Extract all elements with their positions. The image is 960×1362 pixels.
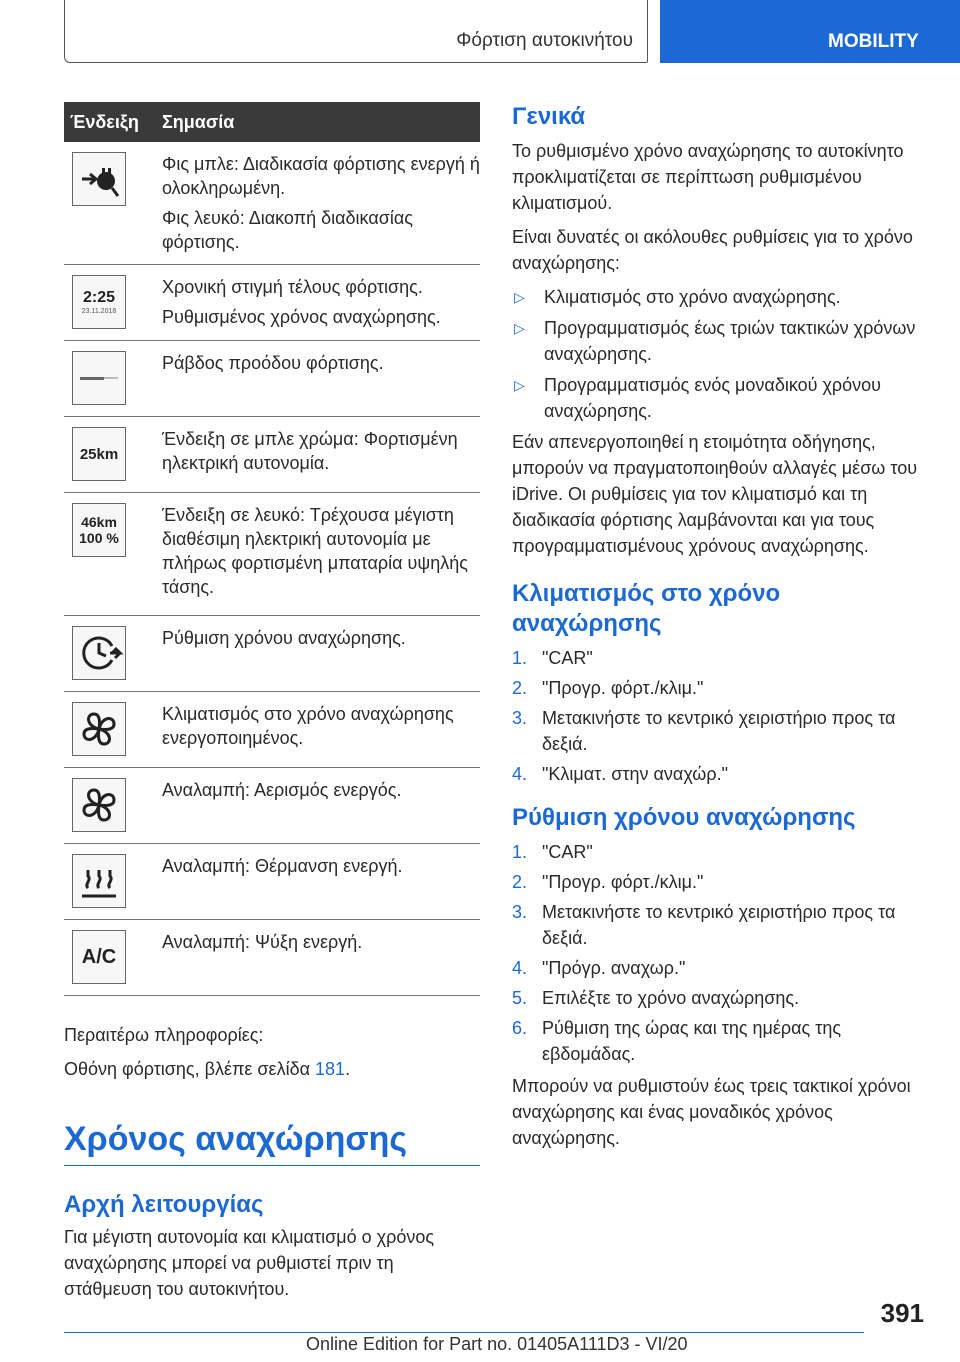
row-text: Φις λευκό: Διακοπή διαδικασίας φόρτισης. — [162, 208, 413, 252]
table-row — [64, 493, 480, 616]
triangle-bullet-icon: ▷ — [514, 320, 525, 336]
footer-rule — [64, 1332, 864, 1333]
departure-timer-icon — [72, 626, 126, 680]
general-bullets — [512, 284, 928, 424]
mobility-tab-label: MOBILITY — [828, 31, 919, 52]
list-item: ▷ Κλιματισμός στο χρόνο αναχώρησης. — [512, 284, 928, 310]
header-section-box — [64, 0, 648, 63]
table-row — [64, 265, 480, 341]
table-row — [64, 341, 480, 417]
row-text: Χρονική στιγμή τέλους φόρτισης. — [162, 277, 423, 297]
charging-plug-icon — [72, 152, 126, 206]
table-row — [64, 616, 480, 692]
row-text: Ρυθμισμένος χρόνος αναχώρησης. — [162, 307, 441, 327]
departure-time-heading: Χρόνος αναχώρησης — [64, 1120, 408, 1158]
range-icon: 25km — [72, 427, 126, 481]
principle-text: Για μέγιστη αυτονομία και κλιματισμό ο χρόνος αναχώρησης μπορεί να ρυθμιστεί πριν τη στάθμευση του αυτοκινήτου. — [64, 1227, 435, 1299]
section-title: Φόρτιση αυτοκινήτου — [456, 30, 633, 51]
row-text: Κλιματισμός στο χρόνο αναχώρησης ενεργοποιημένος. — [162, 704, 454, 748]
setting-heading: Ρύθμιση χρόνου αναχώρησης — [512, 804, 856, 831]
more-info-label: Περαιτέρω πληροφορίες: — [64, 1025, 264, 1045]
list-item: 2. "Προγρ. φόρτ./κλιμ." — [512, 678, 704, 698]
general-p2: Είναι δυνατές οι ακόλουθες ρυθμίσεις για το χρόνο αναχώρησης: — [512, 227, 913, 273]
page-link[interactable]: 181 — [315, 1059, 346, 1079]
setting-p: Μπορούν να ρυθμιστούν έως τρεις τακτικοί χρόνοι αναχώρησης και ένας μοναδικός χρόνος αναχώρησης. — [512, 1076, 911, 1148]
list-item: 1. "CAR" — [512, 842, 593, 862]
climate-steps — [512, 645, 928, 787]
list-item: 2. "Προγρ. φόρτ./κλιμ." — [512, 872, 704, 892]
table-header — [64, 102, 480, 142]
general-heading: Γενικά — [512, 103, 586, 130]
list-item: 4. "Πρόγρ. αναχωρ." — [512, 958, 686, 978]
list-item: ▷ Προγραμματισμός έως τριών τακτικών χρόνων αναχώρησης. — [512, 315, 928, 367]
list-item: ▷ Προγραμματισμός ενός μοναδικού χρόνου αναχώρησης. — [512, 372, 928, 424]
fan-icon — [72, 702, 126, 756]
table-row — [64, 417, 480, 493]
list-item: 5. Επιλέξτε το χρόνο αναχώρησης. — [512, 988, 800, 1008]
row-text: Αναλαμπή: Αερισμός ενεργός. — [162, 780, 402, 800]
row-text: Ράβδος προόδου φόρτισης. — [162, 353, 384, 373]
ac-icon: A/C — [72, 930, 126, 984]
left-column — [64, 102, 480, 1302]
clock-display-icon: 2:25 23.11.2018 — [72, 275, 126, 329]
list-item: 3. Μετακινήστε το κεντρικό χειριστήριο προς τα δεξιά. — [512, 902, 896, 948]
general-p1: Το ρυθμισμένο χρόνο αναχώρησης το αυτοκίνητο προκλιματίζεται σε περίπτωση ρυθμισμένου κλιματισμού. — [512, 141, 904, 213]
mobility-tab[interactable] — [660, 0, 960, 63]
heating-icon — [72, 854, 126, 908]
triangle-bullet-icon: ▷ — [514, 377, 525, 393]
page-number: 391 — [880, 1298, 924, 1328]
list-item: 1. "CAR" — [512, 648, 593, 668]
table-row — [64, 768, 480, 844]
row-text: Ρύθμιση χρόνου αναχώρησης. — [162, 628, 406, 648]
table-row — [64, 844, 480, 920]
row-text: Αναλαμπή: Θέρμανση ενεργή. — [162, 856, 403, 876]
table-row — [64, 692, 480, 768]
list-item: 4. "Κλιματ. στην αναχώρ." — [512, 764, 728, 784]
progress-bar-icon — [72, 351, 126, 405]
row-text: Ένδειξη σε μπλε χρώμα: Φορτισμένη ηλεκτρική αυτονομία. — [162, 429, 458, 473]
climate-heading: Κλιματισμός στο χρόνο αναχώρησης — [512, 580, 781, 637]
row-text: Φις μπλε: Διαδικασία φόρτισης ενεργή ή ολοκληρωμένη. — [162, 154, 480, 198]
list-item: 6. Ρύθμιση της ώρας και της ημέρας της εβδομάδας. — [512, 1018, 842, 1064]
general-p3: Εάν απενεργοποιηθεί η ετοιμότητα οδήγησης, μπορούν να πραγματοποιηθούν αλλαγές μέσω του iDrive. Οι ρυθμίσεις για τον κλιματισμό και τη διαδικασία φόρτισης λαμβάνονται και για τους προγραμματισμένους χρόνους αναχώρησης. — [512, 432, 918, 556]
fan-icon — [72, 778, 126, 832]
row-text: Ένδειξη σε λευκό: Τρέχουσα μέγιστη διαθέσιμη ηλεκτρική αυτονομία με πλήρως φορτισμένη μπαταρία υψηλής τάσης. — [162, 505, 468, 597]
row-text: Αναλαμπή: Ψύξη ενεργή. — [162, 932, 363, 952]
more-info-text: Οθόνη φόρτισης, βλέπε σελίδα 181. — [64, 1059, 351, 1079]
max-range-icon: 46km 100 % — [72, 503, 126, 557]
footer-text: Online Edition for Part no. 01405A111D3 - VI/20 — [306, 1334, 688, 1354]
triangle-bullet-icon: ▷ — [514, 289, 525, 305]
list-item: 3. Μετακινήστε το κεντρικό χειριστήριο προς τα δεξιά. — [512, 708, 896, 754]
table-row — [64, 920, 480, 996]
table-row — [64, 142, 480, 265]
right-column — [512, 102, 928, 1151]
table-header-indication: Ένδειξη — [70, 112, 139, 132]
setting-steps — [512, 839, 928, 1067]
principle-heading: Αρχή λειτουργίας — [64, 1191, 264, 1218]
table-header-meaning: Σημασία — [162, 112, 235, 132]
